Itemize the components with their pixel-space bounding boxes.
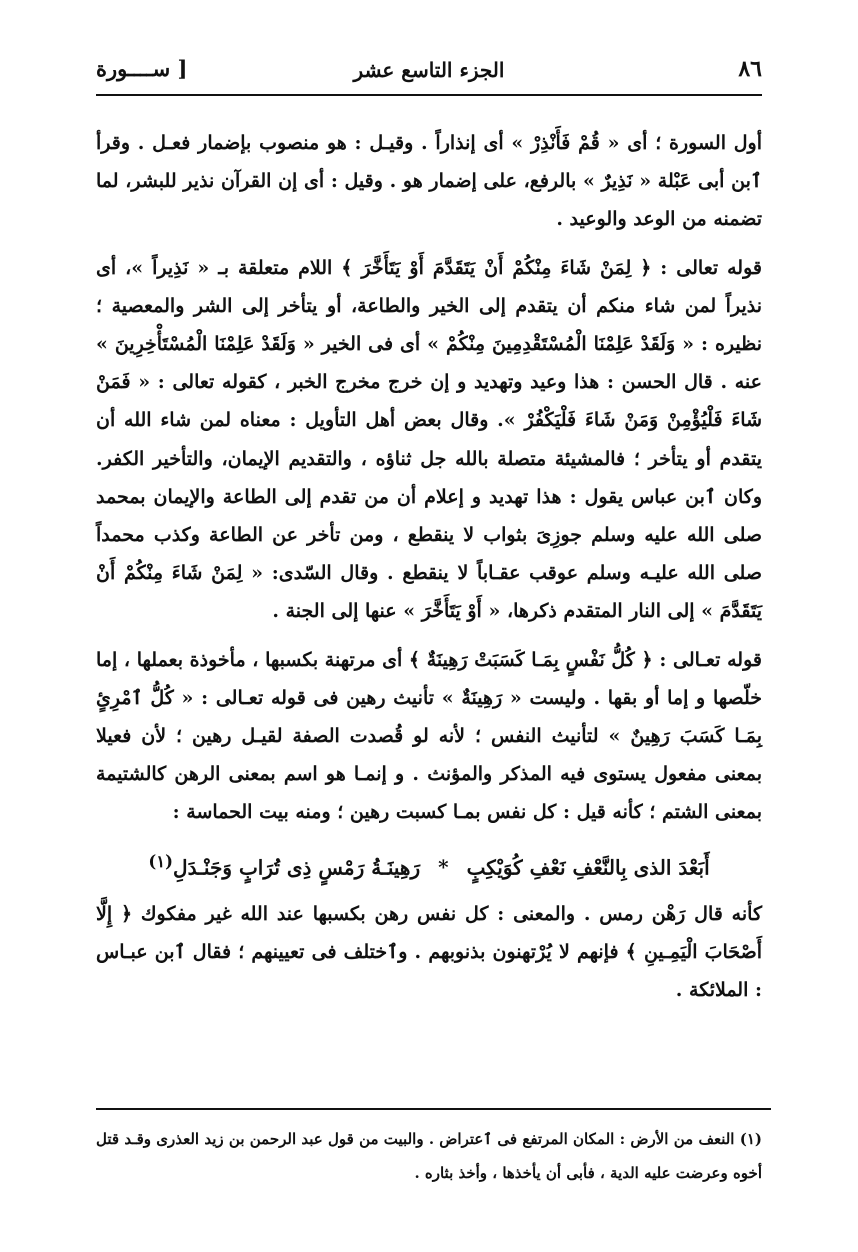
footnote-divider: [96, 1108, 771, 1110]
footnote-1: (١) النعف من الأرض : المكان المرتفع فى ٱعتراض . والبيت من قول عبد الرحمن بن زيد العذرى وقـد قتل أخوه وعرضت عليه الدية ، فأبى أن يأخذها ، وأخذ بثاره .: [96, 1130, 762, 1182]
verse-separator: *: [438, 855, 449, 880]
paragraph-3: قوله تعـالى : ﴿ كُلُّ نَفْسٍ بِمَـا كَسَبَتْ رَهِينَةٌ ﴾ أى مرتهنة بكسبها ، مأخوذة بعملها ، إما خلّصها و إما أو بقها . وليست « رَهِينَةٌ » تأنيث رهين فى قوله تعـالى : « كُلُّ ٱمْرِئٍ بِمَـا كَسَبَ رَهِينٌ » لتأنيث النفس ؛ لأنه لو قُصدت الصفة لقيـل رهين ؛ لأن فعيلا بمعنى مفعول يستوى فيه المذكر والمؤنث . و إنمـا هو اسم بمعنى الرهن كالشتيمة بمعنى الشتم ؛ كأنه قيل : كل نفس بمـا كسبت رهين ؛ ومنه بيت الحماسة :: [96, 648, 762, 824]
footnote-marker: (١): [148, 850, 174, 871]
verse-hemistich-right: أَبَعْدَ الذى بِالنَّعْفِ نَعْفِ كُوَيْكِبٍ: [466, 855, 710, 880]
running-title: الجزء التاسع عشر: [353, 58, 505, 82]
paragraph-4: كأنه قال رَهْن رمس . والمعنى : كل نفس رهن بكسبها عند الله غير مفكوك ﴿ إِلَّا أَصْحَابَ الْيَمِـينِ ﴾ فإنهم لا يُرْتهنون بذنوبهم . وٱختلف فى تعيينهم ؛ فقال ٱبن عبـاس : الملائكة .: [96, 902, 762, 1001]
paragraph-2: قوله تعالى : ﴿ لِمَنْ شَاءَ مِنْكُمْ أَنْ يَتَقَدَّمَ أَوْ يَتَأَخَّرَ ﴾ اللام متعلقة بـ « نَذِيراً »، أى نذيراً لمن شاء منكم أن يتقدم إلى الخير والطاعة، أو يتأخر إلى الشر والمعصية ؛ نظيره : « وَلَقَدْ عَلِمْنَا الْمُسْتَقْدِمِينَ مِنْكُمْ » أى فى الخير « وَلَقَدْ عَلِمْنَا الْمُسْتَأْخِرِينَ » عنه . قال الحسن : هذا وعيد وتهديد و إن خرج مخرج الخبر ، كقوله تعالى : « فَمَنْ شَاءَ فَلْيُؤْمِنْ وَمَنْ شَاءَ فَلْيَكْفُرْ ». وقال بعض أهل التأويل : معناه لمن شاء الله أن يتقدم أو يتأخر ؛ فالمشيئة متصلة بالله جل ثناؤه ، والتقديم الإيمان، والتأخير الكفر. وكان ٱبن عباس يقول : هذا تهديد و إعلام أن من تقدم إلى الطاعة والإيمان بمحمد صلى الله عليه وسلم جوزِىَ بثواب لا ينقطع ، ومن تأخر عن الطاعة وكذب محمداً صلى الله عليـه وسلم عوقب عقـاباً لا ينقطع . وقال السّدى: « لِمَنْ شَاءَ مِنْكُمْ أَنْ يَتَقَدَّمَ » إلى النار المتقدم ذكرها، « أَوْ يَتَأَخَّرَ » عنها إلى الجنة .: [96, 256, 762, 623]
surah-label: [ ســــورة: [96, 56, 188, 81]
page-header: [96, 52, 762, 96]
main-text: [96, 124, 762, 1019]
poetry-verse: [96, 842, 762, 887]
page-number: ٨٦: [738, 56, 762, 82]
verse-hemistich-left: رَهِينَـةُ رَمْسٍ ذِى تُرَابٍ وَجَنْـدَلِ: [173, 855, 421, 880]
paragraph-1: أول السورة ؛ أى « قُمْ فَأَنْذِرْ » أى إنذاراً . وقيـل : هو منصوب بإضمار فعـل . وقرأ ٱبن أبى عَبْلة « نَذِيرٌ » بالرفع، على إضمار هو . وقيل : أى إن القرآن نذير للبشر، لما تضمنه من الوعد والوعيد .: [96, 132, 762, 231]
footnotes: [96, 1122, 762, 1190]
